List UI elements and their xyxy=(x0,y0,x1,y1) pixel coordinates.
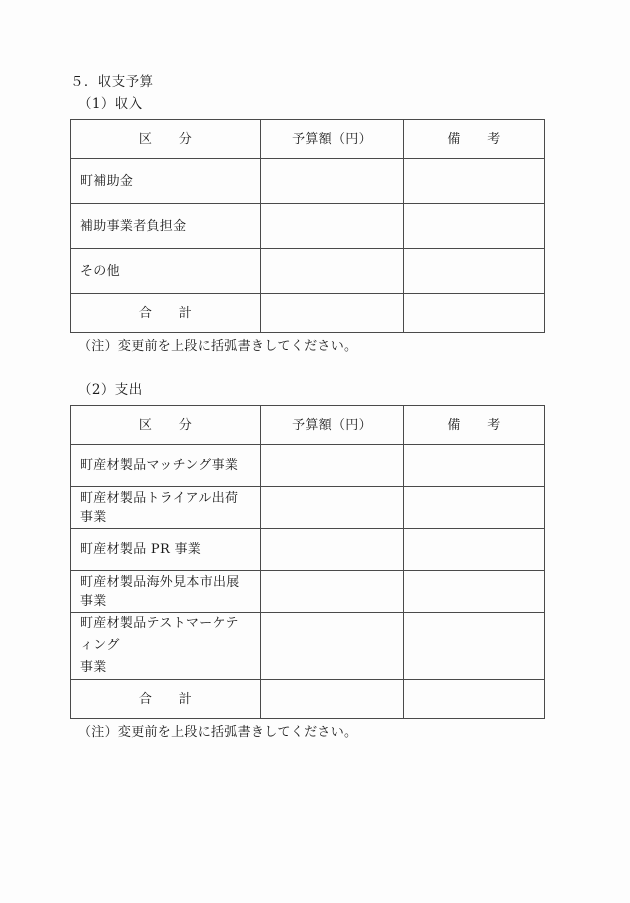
expense-remarks-cell[interactable] xyxy=(404,487,545,529)
table-header-row xyxy=(71,406,545,445)
income-category-cell: 町補助金 xyxy=(71,159,261,204)
expense-amount-cell[interactable] xyxy=(261,445,404,487)
table-row xyxy=(71,571,545,613)
expense-amount-cell[interactable] xyxy=(261,529,404,571)
expense-total-amount-cell[interactable] xyxy=(261,680,404,719)
income-amount-cell[interactable] xyxy=(261,159,404,204)
expense-category-cell-wrapped xyxy=(71,613,261,680)
income-total-amount-cell[interactable] xyxy=(261,294,404,333)
table-row xyxy=(71,529,545,571)
income-total-remarks-cell[interactable] xyxy=(404,294,545,333)
table-total-row xyxy=(71,680,545,719)
table-header-row xyxy=(71,120,545,159)
expense-amount-cell[interactable] xyxy=(261,613,404,680)
income-total-label: 合 計 xyxy=(71,294,261,333)
income-category-cell: その他 xyxy=(71,249,261,294)
table-row xyxy=(71,445,545,487)
income-section-heading: （1）収入 xyxy=(78,96,143,112)
column-header-amount: 予算額（円） xyxy=(261,120,404,159)
page-title: ５．収支予算 xyxy=(70,74,154,90)
column-header-remarks: 備 考 xyxy=(404,406,545,445)
income-remarks-cell[interactable] xyxy=(404,159,545,204)
expense-section-heading: （2）支出 xyxy=(78,382,143,398)
income-category-cell: 補助事業者負担金 xyxy=(71,204,261,249)
table-row xyxy=(71,204,545,249)
column-header-amount: 予算額（円） xyxy=(261,406,404,445)
expense-budget-table xyxy=(70,405,545,719)
income-remarks-cell[interactable] xyxy=(404,249,545,294)
column-header-category: 区 分 xyxy=(71,120,261,159)
expense-category-cell: 町産材製品海外見本市出展事業 xyxy=(71,571,261,613)
income-amount-cell[interactable] xyxy=(261,204,404,249)
expense-category-cell: 町産材製品トライアル出荷事業 xyxy=(71,487,261,529)
expense-category-line1: 町産材製品テストマーケティング xyxy=(80,616,239,653)
expense-amount-cell[interactable] xyxy=(261,487,404,529)
income-amount-cell[interactable] xyxy=(261,249,404,294)
column-header-remarks: 備 考 xyxy=(404,120,545,159)
table-row xyxy=(71,487,545,529)
table-row xyxy=(71,613,545,680)
table-row xyxy=(71,159,545,204)
expense-category-cell: 町産材製品マッチング事業 xyxy=(71,445,261,487)
income-table-note: （注）変更前を上段に括弧書きしてください。 xyxy=(78,339,358,354)
expense-remarks-cell[interactable] xyxy=(404,529,545,571)
expense-category-line2: 事業 xyxy=(80,660,107,675)
expense-category-cell: 町産材製品 PR 事業 xyxy=(71,529,261,571)
document-content xyxy=(70,72,544,742)
table-total-row xyxy=(71,294,545,333)
expense-remarks-cell[interactable] xyxy=(404,445,545,487)
expense-table-note: （注）変更前を上段に括弧書きしてください。 xyxy=(78,725,358,740)
expense-total-label: 合 計 xyxy=(71,680,261,719)
expense-remarks-cell[interactable] xyxy=(404,571,545,613)
expense-amount-cell[interactable] xyxy=(261,571,404,613)
income-remarks-cell[interactable] xyxy=(404,204,545,249)
expense-total-remarks-cell[interactable] xyxy=(404,680,545,719)
income-budget-table xyxy=(70,119,545,333)
table-row xyxy=(71,249,545,294)
expense-remarks-cell[interactable] xyxy=(404,613,545,680)
column-header-category: 区 分 xyxy=(71,406,261,445)
